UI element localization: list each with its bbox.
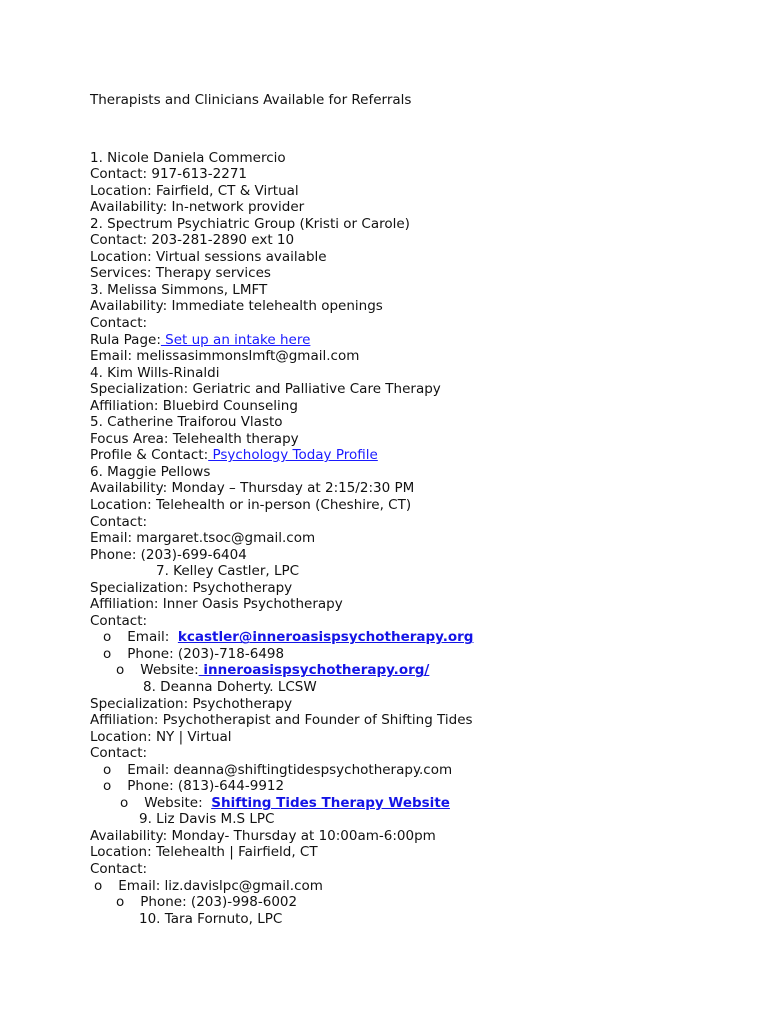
bullet-marker: o [103,629,112,646]
line-text: 7. Kelley Castler, LPC [156,563,300,580]
text-line [90,216,750,233]
line-text: Email: margaret.tsoc@gmail.com [90,530,316,547]
text-line [90,249,750,266]
line-text: 3. Melissa Simmons, LMFT [90,281,268,298]
text-line [90,166,750,183]
bullet-marker: o [103,761,112,778]
line-text: 6. Maggie Pellows [90,463,211,480]
line-text: 1. Nicole Daniela Commercio [90,149,286,166]
line-text: 2. Spectrum Psychiatric Group (Kristi or Carole) [90,215,410,232]
text-line [90,729,750,746]
text-line [90,828,750,845]
hyperlink[interactable]: Shifting Tides Therapy Website [211,794,450,811]
text-line [90,232,750,249]
bullet-marker: o [103,778,112,795]
hyperlink[interactable]: Set up an intake here [160,331,311,348]
bullet-line [90,795,750,812]
text-line [90,315,750,332]
line-text: Contact: 203-281-2890 ext 10 [90,232,295,249]
text-line [90,480,750,497]
line-text: Location: Telehealth or in-person (Cheshire, CT) [90,496,412,513]
bullet-line [90,662,750,679]
line-text: Phone: (203)-998-6002 [140,894,298,911]
text-line [90,911,750,928]
line-text: Rula Page: [90,331,161,348]
text-line [90,199,750,216]
line-text: Contact: [90,745,148,762]
line-text: Availability: Monday- Thursday at 10:00am-6:00pm [90,827,436,844]
text-line [90,365,750,382]
text-line [90,497,750,514]
text-line [90,447,750,464]
text-line [90,282,750,299]
line-text: Phone: (203)-718-6498 [127,645,285,662]
text-line [90,414,750,431]
line-text: Location: Telehealth | Fairfield, CT [90,844,318,861]
line-text: Availability: In-network provider [90,199,305,216]
bullet-line [90,762,750,779]
line-text: 9. Liz Davis M.S LPC [139,811,275,828]
text-line [90,811,750,828]
text-line [90,861,750,878]
bullet-line [90,646,750,663]
text-line [90,679,750,696]
line-text: Location: Fairfield, CT & Virtual [90,182,299,199]
line-text: Availability: Monday – Thursday at 2:15/2:30 PM [90,480,415,497]
bullet-line [90,894,750,911]
text-line [90,580,750,597]
line-text: 10. Tara Fornuto, LPC [139,910,283,927]
line-text: Affiliation: Inner Oasis Psychotherapy [90,596,343,613]
hyperlink[interactable]: kcastler@inneroasispsychotherapy.org [177,629,474,646]
line-text: Affiliation: Bluebird Counseling [90,397,298,414]
text-line [90,530,750,547]
line-text: 8. Deanna Doherty. LCSW [143,679,317,695]
line-text: Location: NY | Virtual [90,728,232,745]
line-text: Email: deanna@shiftingtidespsychotherapy.com [127,761,453,778]
line-text: Email: liz.davislpc@gmail.com [118,877,323,894]
line-text: Availability: Immediate telehealth openings [90,298,383,315]
line-text: 4. Kim Wills-Rinaldi [90,364,220,381]
line-text: Affiliation: Psychotherapist and Founder of Shifting Tides [90,712,473,729]
document-page [90,92,750,927]
line-text: Specialization: Psychotherapy [90,695,293,712]
line-text: Services: Therapy services [90,265,271,282]
text-line [90,563,750,580]
hyperlink[interactable]: Psychology Today Profile [208,447,378,464]
line-text: Website: [140,662,199,679]
line-text: Email: [127,629,170,646]
text-line [90,514,750,531]
line-text: Email: melissasimmonslmft@gmail.com [90,348,360,365]
text-line [90,547,750,564]
line-text: Contact: 917-613-2271 [90,166,247,183]
text-line [90,183,750,200]
text-line [90,596,750,613]
line-text: Contact: [90,314,148,331]
bullet-marker: o [103,645,112,662]
line-text: Focus Area: Telehealth therapy [90,430,299,447]
text-line [90,696,750,713]
text-line [90,431,750,448]
text-line [90,298,750,315]
text-line [90,464,750,481]
bullet-line [90,629,750,646]
line-text: Phone: (203)-699-6404 [90,546,247,563]
text-line [90,712,750,729]
text-line [90,745,750,762]
text-line [90,381,750,398]
line-text: Contact: [90,861,148,878]
bullet-marker: o [120,794,129,811]
bullet-marker: o [116,894,125,911]
line-text: Contact: [90,612,148,629]
text-line [90,265,750,282]
bullet-marker: o [116,662,125,679]
bullet-line [90,778,750,795]
text-line [90,398,750,415]
text-line [90,613,750,630]
text-line [90,844,750,861]
line-text: Location: Virtual sessions available [90,248,327,265]
hyperlink[interactable]: inneroasispsychotherapy.org/ [198,662,430,679]
line-text: Specialization: Psychotherapy [90,579,293,596]
text-line [90,332,750,349]
line-text: Profile & Contact: [90,447,209,464]
bullet-marker: o [94,877,103,894]
line-text: 5. Catherine Traiforou Vlasto [90,414,283,431]
document-title: Therapists and Clinicians Available for Referrals [90,92,412,108]
line-text: Phone: (813)-644-9912 [127,778,285,795]
line-text: Website: [144,794,203,811]
line-text: Contact: [90,513,148,530]
text-line [90,150,750,167]
bullet-line [90,878,750,895]
line-text: Specialization: Geriatric and Palliative Care Therapy [90,381,441,398]
text-line [90,348,750,365]
referral-list [90,150,750,928]
